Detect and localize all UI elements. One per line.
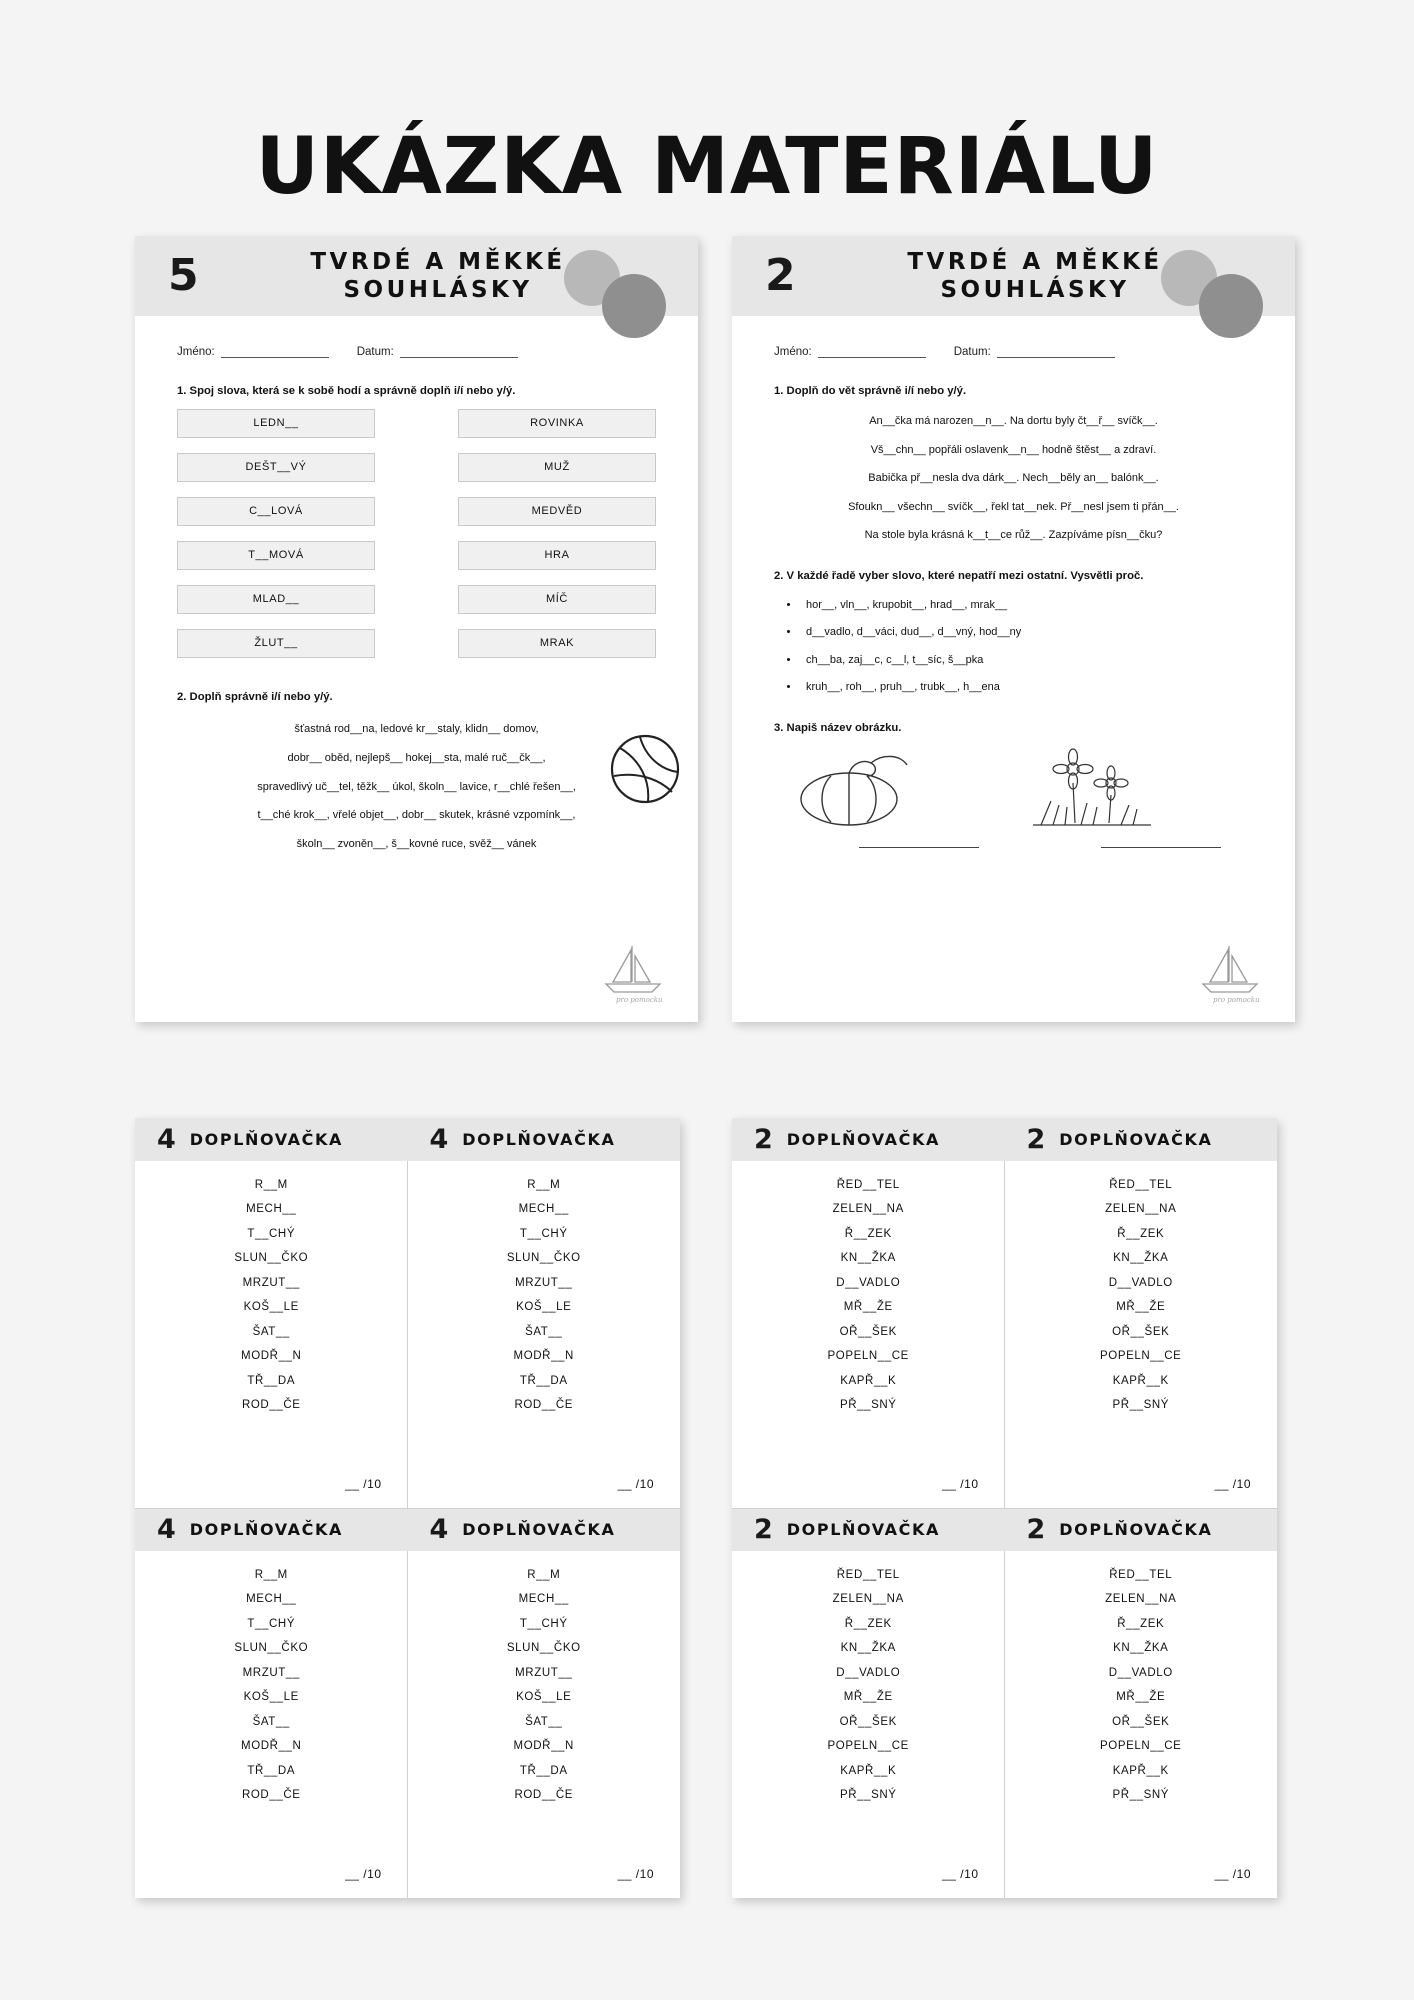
word-item[interactable]: POPELN__CE (1100, 1350, 1182, 1363)
card-number: 4 (429, 1514, 449, 1545)
picture-name-row (774, 748, 1253, 853)
word-box[interactable]: LEDN__ (177, 409, 375, 438)
score-field[interactable]: __ /10 (345, 1867, 382, 1881)
card-header (135, 1118, 408, 1161)
word-item[interactable]: ŠAT__ (525, 1325, 563, 1338)
word-item[interactable]: TŘ__DA (519, 1764, 568, 1777)
name-field[interactable] (177, 344, 329, 358)
word-item[interactable]: KN__ŽKA (1113, 1252, 1169, 1265)
card-number: 2 (754, 1514, 773, 1545)
score-field[interactable]: __ /10 (617, 1867, 654, 1881)
card-header (732, 1508, 1005, 1551)
sailboat-logo-icon (1195, 942, 1265, 1004)
task-2-instruction: 2. Doplň správně i/í nebo y/ý. (177, 691, 333, 703)
word-item[interactable]: MODŘ__N (513, 1740, 574, 1753)
word-item[interactable]: POPELN__CE (827, 1350, 909, 1363)
fill-in-line: školn__ zvoněn__, š__kovné ruce, svěž__ vánek (296, 838, 537, 851)
word-item[interactable]: T__CHÝ (247, 1227, 296, 1240)
word-item[interactable]: MŘ__ŽE (843, 1301, 893, 1314)
sentence-line: Na stole byla krásná k__t__ce růž__. Zazpíváme písn__čku? (864, 529, 1163, 542)
word-item[interactable]: T__CHÝ (519, 1227, 568, 1240)
doplnovacka-card (1005, 1508, 1278, 1898)
answer-line[interactable] (1101, 846, 1221, 848)
word-item[interactable]: R__M (254, 1179, 288, 1191)
word-item[interactable]: MŘ__ŽE (1116, 1301, 1166, 1314)
word-item[interactable]: SLUN__ČKO (234, 1252, 309, 1265)
word-box[interactable]: MRAK (458, 629, 656, 658)
sentence-line: An__čka má narozen__n__. Na dortu byly čt__ř__ svíčk__. (869, 415, 1158, 427)
word-box[interactable]: ŽLUT__ (177, 629, 375, 658)
word-item[interactable]: D__VADLO (836, 1276, 901, 1289)
word-box[interactable]: T__MOVÁ (177, 541, 375, 570)
date-input-line[interactable] (400, 344, 518, 358)
doplnovacka-card (732, 1118, 1005, 1508)
card-title: DOPLŇOVAČKA (189, 1520, 343, 1539)
word-item[interactable]: D__VADLO (836, 1666, 901, 1679)
word-box[interactable]: DEŠT__VÝ (177, 453, 375, 482)
doplnovacka-block-4 (135, 1118, 680, 1898)
word-box[interactable]: MLAD__ (177, 585, 375, 614)
svg-text:pro pomocku: pro pomocku (616, 996, 663, 1004)
name-label: Jméno: (177, 346, 215, 358)
word-item[interactable]: Ř__ZEK (844, 1617, 892, 1630)
card-header (135, 1508, 408, 1551)
word-item[interactable]: TŘ__DA (519, 1374, 568, 1387)
word-item[interactable]: ZELEN__NA (832, 1203, 904, 1216)
worksheet-tvrde-mekke-2 (732, 236, 1295, 1022)
odd-one-out-list (774, 592, 1253, 702)
sentence-line: Babička př__nesla dva dárk__. Nech__běly an__ balónk__. (868, 472, 1159, 485)
word-item[interactable]: OŘ__ŠEK (1112, 1715, 1170, 1728)
worksheet-header (732, 236, 1295, 316)
card-header (1005, 1118, 1278, 1161)
word-item[interactable]: KAPŘ__K (840, 1374, 897, 1387)
card-word-list (732, 1173, 1005, 1418)
card-word-list (1005, 1563, 1278, 1808)
word-item[interactable]: SLUN__ČKO (506, 1642, 581, 1655)
word-item[interactable]: ZELEN__NA (1105, 1593, 1177, 1606)
worksheet-title: TVRDÉ A MĚKKÉ SOUHLÁSKY (310, 248, 566, 303)
word-item[interactable]: MRZUT__ (242, 1276, 300, 1289)
word-item[interactable]: Ř__ZEK (1117, 1227, 1165, 1240)
word-match-boxes (177, 409, 656, 673)
word-item[interactable]: PŘ__SNÝ (1112, 1789, 1170, 1802)
word-item[interactable]: MODŘ__N (513, 1350, 574, 1363)
word-box[interactable]: ROVINKA (458, 409, 656, 438)
score-field[interactable]: __ /10 (942, 1477, 979, 1491)
word-box[interactable]: HRA (458, 541, 656, 570)
sailboat-logo-icon (598, 942, 668, 1004)
doplnovacka-card (135, 1508, 408, 1898)
word-item[interactable]: T__CHÝ (247, 1617, 296, 1630)
card-number: 4 (157, 1124, 176, 1155)
word-box[interactable]: C__LOVÁ (177, 497, 375, 526)
name-label: Jméno: (774, 346, 812, 358)
word-item[interactable]: OŘ__ŠEK (1112, 1325, 1170, 1338)
card-header (408, 1508, 681, 1551)
card-title: DOPLŇOVAČKA (786, 1520, 940, 1539)
card-word-list (135, 1173, 408, 1418)
pumpkin-drawing-cell (774, 748, 994, 853)
word-item[interactable]: KN__ŽKA (1113, 1642, 1169, 1655)
flowers-icon (1021, 748, 1231, 830)
word-item[interactable]: MŘ__ŽE (1116, 1691, 1166, 1704)
word-item[interactable]: KOŠ__LE (516, 1691, 572, 1704)
word-item[interactable]: ROD__ČE (241, 1789, 301, 1802)
flowers-drawing-cell (1016, 748, 1236, 853)
word-box[interactable]: MUŽ (458, 453, 656, 482)
card-word-list (408, 1173, 681, 1418)
card-title: DOPLŇOVAČKA (462, 1520, 616, 1539)
word-item[interactable]: ŠAT__ (525, 1715, 563, 1728)
card-number: 4 (157, 1514, 176, 1545)
worksheet-tvrde-mekke-5 (135, 236, 698, 1022)
word-item[interactable]: OŘ__ŠEK (839, 1715, 897, 1728)
decorative-circles-icon (1153, 246, 1273, 346)
word-item[interactable]: PŘ__SNÝ (1112, 1399, 1170, 1412)
word-item[interactable]: ŘED__TEL (836, 1569, 900, 1581)
word-item[interactable]: MECH__ (246, 1593, 297, 1606)
list-item: • hor__, vln__, krupobit__, hrad__, mrak__ (800, 592, 1253, 620)
word-item[interactable]: R__M (527, 1179, 561, 1191)
list-item: • d__vadlo, d__váci, dud__, d__vný, hod__ny (800, 619, 1253, 647)
fill-in-line: dobr__ oběd, nejlepš__ hokej__sta, malé ruč__čk__, (287, 751, 546, 764)
word-item[interactable]: D__VADLO (1108, 1276, 1173, 1289)
word-item[interactable]: ŠAT__ (252, 1325, 290, 1338)
card-number: 2 (754, 1124, 773, 1155)
task-1-instruction: 1. Doplň do vět správně i/í nebo y/ý. (774, 385, 967, 397)
word-item[interactable]: ZELEN__NA (832, 1593, 904, 1606)
word-box[interactable]: MEDVĚD (458, 497, 656, 526)
worksheets-row (135, 236, 1295, 1022)
word-item[interactable]: KAPŘ__K (1112, 1764, 1169, 1777)
score-field[interactable]: __ /10 (1214, 1867, 1251, 1881)
word-item[interactable]: D__VADLO (1108, 1666, 1173, 1679)
worksheet-number: 2 (765, 250, 796, 301)
decorative-circles-icon (556, 246, 676, 346)
word-item[interactable]: MECH__ (518, 1593, 569, 1606)
doplnovacka-card (408, 1508, 681, 1898)
card-word-list (135, 1563, 408, 1808)
word-item[interactable]: R__M (527, 1569, 561, 1581)
word-item[interactable]: KN__ŽKA (840, 1642, 896, 1655)
word-item[interactable]: ROD__ČE (514, 1399, 574, 1412)
card-title: DOPLŇOVAČKA (1059, 1520, 1213, 1539)
name-input-line[interactable] (221, 344, 329, 358)
word-item[interactable]: KOŠ__LE (243, 1691, 299, 1704)
doplnovacka-block-2 (732, 1118, 1277, 1898)
word-item[interactable]: POPELN__CE (827, 1740, 909, 1753)
word-item[interactable]: MODŘ__N (241, 1740, 302, 1753)
card-word-list (732, 1563, 1005, 1808)
card-header (408, 1118, 681, 1161)
word-item[interactable]: TŘ__DA (247, 1764, 296, 1777)
word-item[interactable]: MECH__ (518, 1203, 569, 1216)
date-field[interactable] (357, 344, 518, 358)
list-item: • kruh__, roh__, pruh__, trubk__, h__ena (800, 674, 1253, 702)
card-title: DOPLŇOVAČKA (189, 1130, 343, 1149)
card-header (732, 1118, 1005, 1161)
word-item[interactable]: MRZUT__ (515, 1666, 573, 1679)
score-field[interactable]: __ /10 (345, 1477, 382, 1491)
word-item[interactable]: SLUN__ČKO (506, 1252, 581, 1265)
word-item[interactable]: KOŠ__LE (516, 1301, 572, 1314)
task-2-instruction: 2. V každé řadě vyber slovo, které nepatří mezi ostatní. Vysvětli proč. (774, 569, 1144, 582)
left-word-column (177, 409, 375, 673)
card-title: DOPLŇOVAČKA (786, 1130, 940, 1149)
volleyball-icon (610, 734, 680, 804)
word-item[interactable]: SLUN__ČKO (234, 1642, 309, 1655)
word-item[interactable]: ŘED__TEL (1109, 1179, 1173, 1191)
score-field[interactable]: __ /10 (1214, 1477, 1251, 1491)
doplnovacka-card (135, 1118, 408, 1508)
card-title: DOPLŇOVAČKA (1059, 1130, 1213, 1149)
word-item[interactable]: Ř__ZEK (1117, 1617, 1165, 1630)
pumpkin-icon (779, 748, 989, 830)
word-item[interactable]: ROD__ČE (241, 1399, 301, 1412)
word-item[interactable]: ŠAT__ (252, 1715, 290, 1728)
worksheet-title: TVRDÉ A MĚKKÉ SOUHLÁSKY (907, 248, 1163, 303)
score-field[interactable]: __ /10 (617, 1477, 654, 1491)
card-word-list (408, 1563, 681, 1808)
word-item[interactable]: ROD__ČE (514, 1789, 574, 1802)
card-number: 2 (1026, 1514, 1046, 1545)
word-item[interactable]: OŘ__ŠEK (839, 1325, 897, 1338)
card-header (1005, 1508, 1278, 1551)
word-item[interactable]: PŘ__SNÝ (839, 1399, 897, 1412)
word-item[interactable]: KOŠ__LE (243, 1301, 299, 1314)
word-item[interactable]: MRZUT__ (515, 1276, 573, 1289)
task-1-instruction: 1. Spoj slova, která se k sobě hodí a správně doplň i/í nebo y/ý. (177, 385, 516, 397)
name-field[interactable] (774, 344, 926, 358)
fill-in-line: t__ché krok__, vřelé objet__, dobr__ skutek, krásné vzpomínk__, (257, 809, 576, 822)
word-box[interactable]: MÍČ (458, 585, 656, 614)
answer-line[interactable] (859, 846, 979, 848)
doplnovacka-card (1005, 1118, 1278, 1508)
word-item[interactable]: MECH__ (246, 1203, 297, 1216)
date-input-line[interactable] (997, 344, 1115, 358)
word-item[interactable]: TŘ__DA (247, 1374, 296, 1387)
fill-in-line: šťastná rod__na, ledové kr__staly, klidn__ domov, (294, 723, 539, 735)
task-3-instruction: 3. Napiš název obrázku. (774, 721, 902, 734)
word-item[interactable]: Ř__ZEK (844, 1227, 892, 1240)
word-item[interactable]: ZELEN__NA (1105, 1203, 1177, 1216)
word-item[interactable]: ŘED__TEL (836, 1179, 900, 1191)
fill-in-line: spravedlivý uč__tel, těžk__ úkol, školn__ lavice, r__chlé řešen__, (257, 780, 576, 793)
word-item[interactable]: KN__ŽKA (840, 1252, 896, 1265)
card-title: DOPLŇOVAČKA (462, 1130, 616, 1149)
fill-in-lines (177, 715, 656, 859)
right-word-column (458, 409, 656, 673)
card-word-list (1005, 1173, 1278, 1418)
worksheet-header (135, 236, 698, 316)
sentence-line: Sfoukn__ všechn__ svíčk__, řekl tat__nek. Př__nesl jsem ti přán__. (848, 500, 1179, 513)
card-number: 4 (429, 1124, 449, 1155)
word-item[interactable]: ŘED__TEL (1109, 1569, 1173, 1581)
name-date-row (774, 344, 1253, 358)
doplnovacka-card (732, 1508, 1005, 1898)
word-item[interactable]: T__CHÝ (519, 1617, 568, 1630)
date-field[interactable] (954, 344, 1115, 358)
date-label: Datum: (953, 346, 991, 358)
name-date-row (177, 344, 656, 358)
word-item[interactable]: MŘ__ŽE (843, 1691, 893, 1704)
doplnovacka-card (408, 1118, 681, 1508)
name-input-line[interactable] (818, 344, 926, 358)
word-item[interactable]: POPELN__CE (1100, 1740, 1182, 1753)
word-item[interactable]: KAPŘ__K (840, 1764, 897, 1777)
sentence-line: Vš__chn__ popřáli oslavenk__n__ hodně štěst__ a zdraví. (870, 443, 1157, 456)
date-label: Datum: (356, 346, 394, 358)
svg-text:pro pomocku: pro pomocku (1213, 996, 1260, 1004)
word-item[interactable]: R__M (254, 1569, 288, 1581)
word-item[interactable]: KAPŘ__K (1112, 1374, 1169, 1387)
page-title: UKÁZKA MATERIÁLU (255, 122, 1159, 212)
score-field[interactable]: __ /10 (942, 1867, 979, 1881)
word-item[interactable]: MRZUT__ (242, 1666, 300, 1679)
list-item: • ch__ba, zaj__c, c__l, t__síc, š__pka (800, 647, 1253, 675)
sentence-list (774, 407, 1253, 550)
word-item[interactable]: PŘ__SNÝ (839, 1789, 897, 1802)
word-item[interactable]: MODŘ__N (241, 1350, 302, 1363)
card-number: 2 (1026, 1124, 1046, 1155)
worksheet-number: 5 (168, 250, 199, 301)
cards-row (135, 1118, 1277, 1898)
